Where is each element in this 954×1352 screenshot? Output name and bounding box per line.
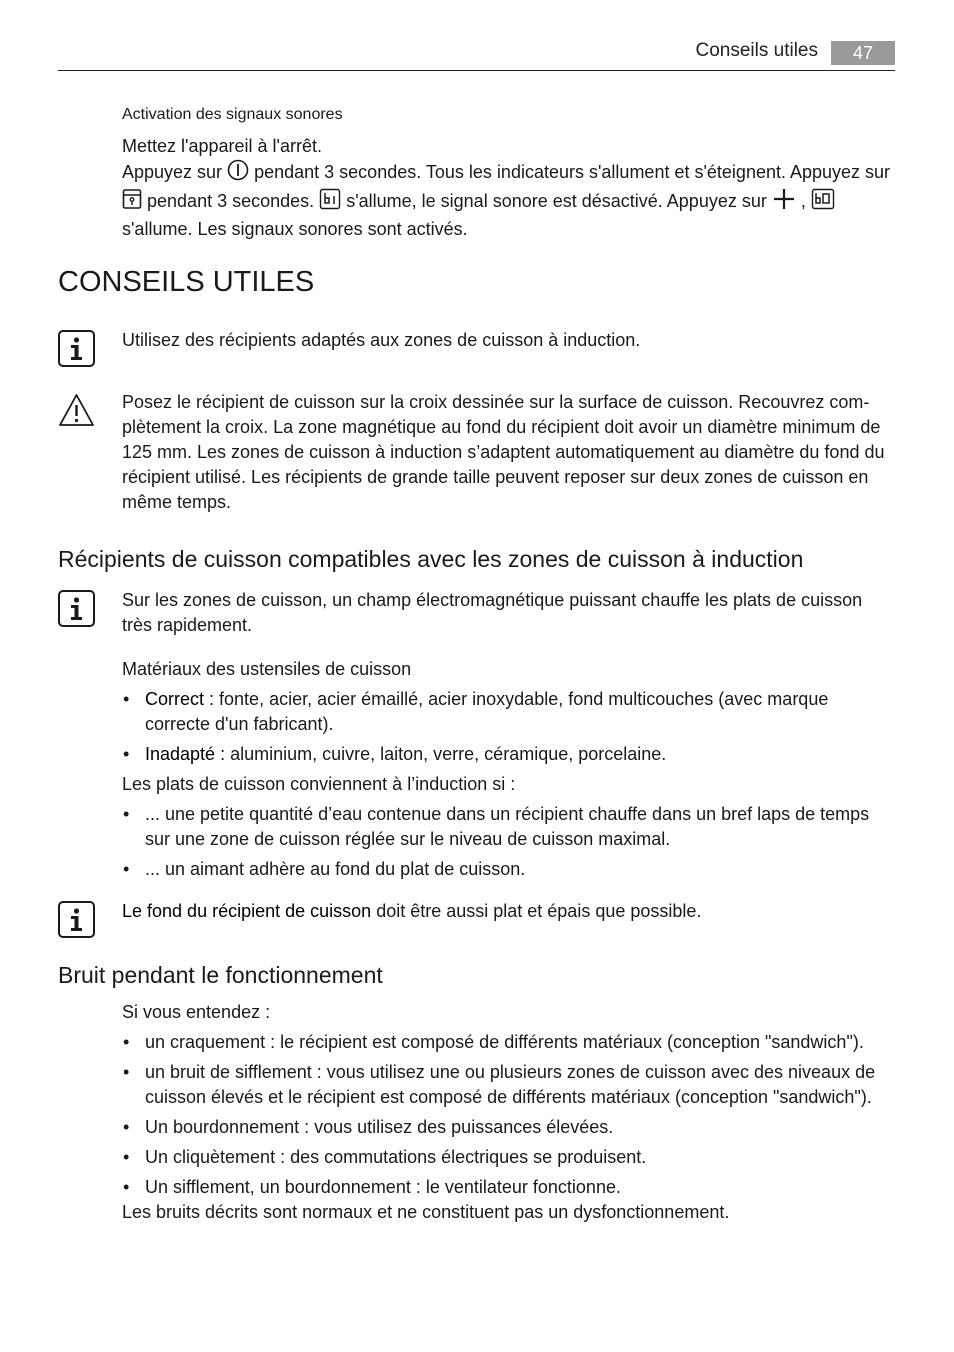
text-part: , — [800, 191, 806, 211]
section-heading-compatible: Récipients de cuisson compatibles avec les zones de cuisson à induction — [58, 546, 804, 572]
induction-note: Utilisez des récipients adaptés aux zones de cuisson à induction. — [122, 330, 641, 350]
list-item: • ... une petite quantité d’eau contenue dans un récipient chauffe dans un bref laps de temps sur une zone de cuisson réglée sur le niveau de cuisson maximal. — [122, 802, 894, 852]
list-item — [122, 687, 894, 737]
sound-signals-heading: Activation des signaux sonores — [122, 106, 343, 123]
display-on-icon — [811, 188, 835, 217]
warning-text: Posez le récipient de cuisson sur la croix dessinée sur la surface de cuisson. Recouvrez complètement la croix. La zone magnétique au fond du récipient doit avoir un diamètre minimum de 125 mm. Les zones de cuisson à induction s’adaptent automatiquement au diamètre du fond du récipient utilisé. Les récipients de grande taille peuvent reposer sur deux zones de cuisson en même temps. — [122, 392, 885, 512]
info-icon — [58, 590, 95, 627]
list-item: • Un bourdonnement : vous utilisez des puissances élevées. — [122, 1115, 894, 1140]
list-item: • ... un aimant adhère au fond du plat de cuisson. — [122, 857, 894, 882]
plus-icon — [772, 188, 796, 217]
page-number: 47 — [831, 41, 895, 65]
material-text: fonte, acier, acier émaillé, acier inoxydable, fond multicouches (avec marque correcte d'un fabricant). — [145, 689, 829, 734]
section-heading-noise: Bruit pendant le fonctionnement — [58, 962, 383, 988]
material-label: Correct : — [145, 689, 215, 709]
materials-heading: Matériaux des ustensiles de cuisson — [122, 659, 412, 679]
list-item — [122, 742, 894, 767]
noise-list — [122, 1030, 894, 1200]
page-title: CONSEILS UTILES — [58, 266, 315, 298]
text-part: s'allume, le signal sonore est désactivé. Appuyez sur — [346, 191, 767, 211]
suitable-list — [122, 802, 894, 882]
info-icon — [58, 901, 95, 938]
electromagnetic-note: Sur les zones de cuisson, un champ électromagnétique puissant chauffe les plats de cuisson très rapidement. — [122, 590, 863, 635]
info-icon — [58, 330, 95, 367]
list-item: • un bruit de sifflement : vous utilisez une ou plusieurs zones de cuisson avec des niveaux de cuisson élevés et le récipient est composé de différents matériaux (conception "sandwich"). — [122, 1060, 894, 1110]
text-part: pendant 3 secondes. — [147, 191, 315, 211]
noise-conclusion: Les bruits décrits sont normaux et ne constituent pas un dysfonctionnement. — [122, 1202, 730, 1222]
list-item: • un craquement : le récipient est composé de différents matériaux (conception "sandwich"). — [122, 1030, 894, 1055]
running-header-title: Conseils utiles — [695, 40, 818, 61]
power-icon — [227, 159, 249, 188]
materials-section — [122, 657, 894, 887]
text-part: Appuyez sur — [122, 162, 223, 182]
text-part: s'allume. Les signaux sonores sont activés. — [122, 219, 468, 239]
list-item: • Un cliquètement : des commutations électriques se produisent. — [122, 1145, 894, 1170]
sound-signals-body — [122, 134, 894, 242]
display-off-icon — [319, 188, 341, 217]
warning-icon — [58, 392, 95, 429]
material-label: Inadapté : — [145, 744, 226, 764]
materials-list — [122, 687, 894, 767]
text-part: pendant 3 secondes. Tous les indicateurs s'allument et s'éteignent. Appuyez sur — [254, 162, 891, 182]
header-rule — [58, 70, 895, 71]
list-item: • Un sifflement, un bourdonnement : le ventilateur fonctionne. — [122, 1175, 894, 1200]
noise-section — [122, 1000, 894, 1225]
lock-key-icon — [122, 188, 142, 217]
flat-note-text: doit être aussi plat et épais que possible. — [376, 901, 702, 921]
sound-signals-line1: Mettez l'appareil à l'arrêt. — [122, 136, 322, 156]
suitable-heading: Les plats de cuisson conviennent à l’induction si : — [122, 774, 516, 794]
material-text: aluminium, cuivre, laiton, verre, céramique, porcelaine. — [230, 744, 667, 764]
flat-bottom-note — [122, 899, 894, 924]
flat-note-label: Le fond du récipient de cuisson — [122, 901, 372, 921]
noise-intro: Si vous entendez : — [122, 1002, 271, 1022]
sound-signals-instructions — [122, 159, 894, 242]
